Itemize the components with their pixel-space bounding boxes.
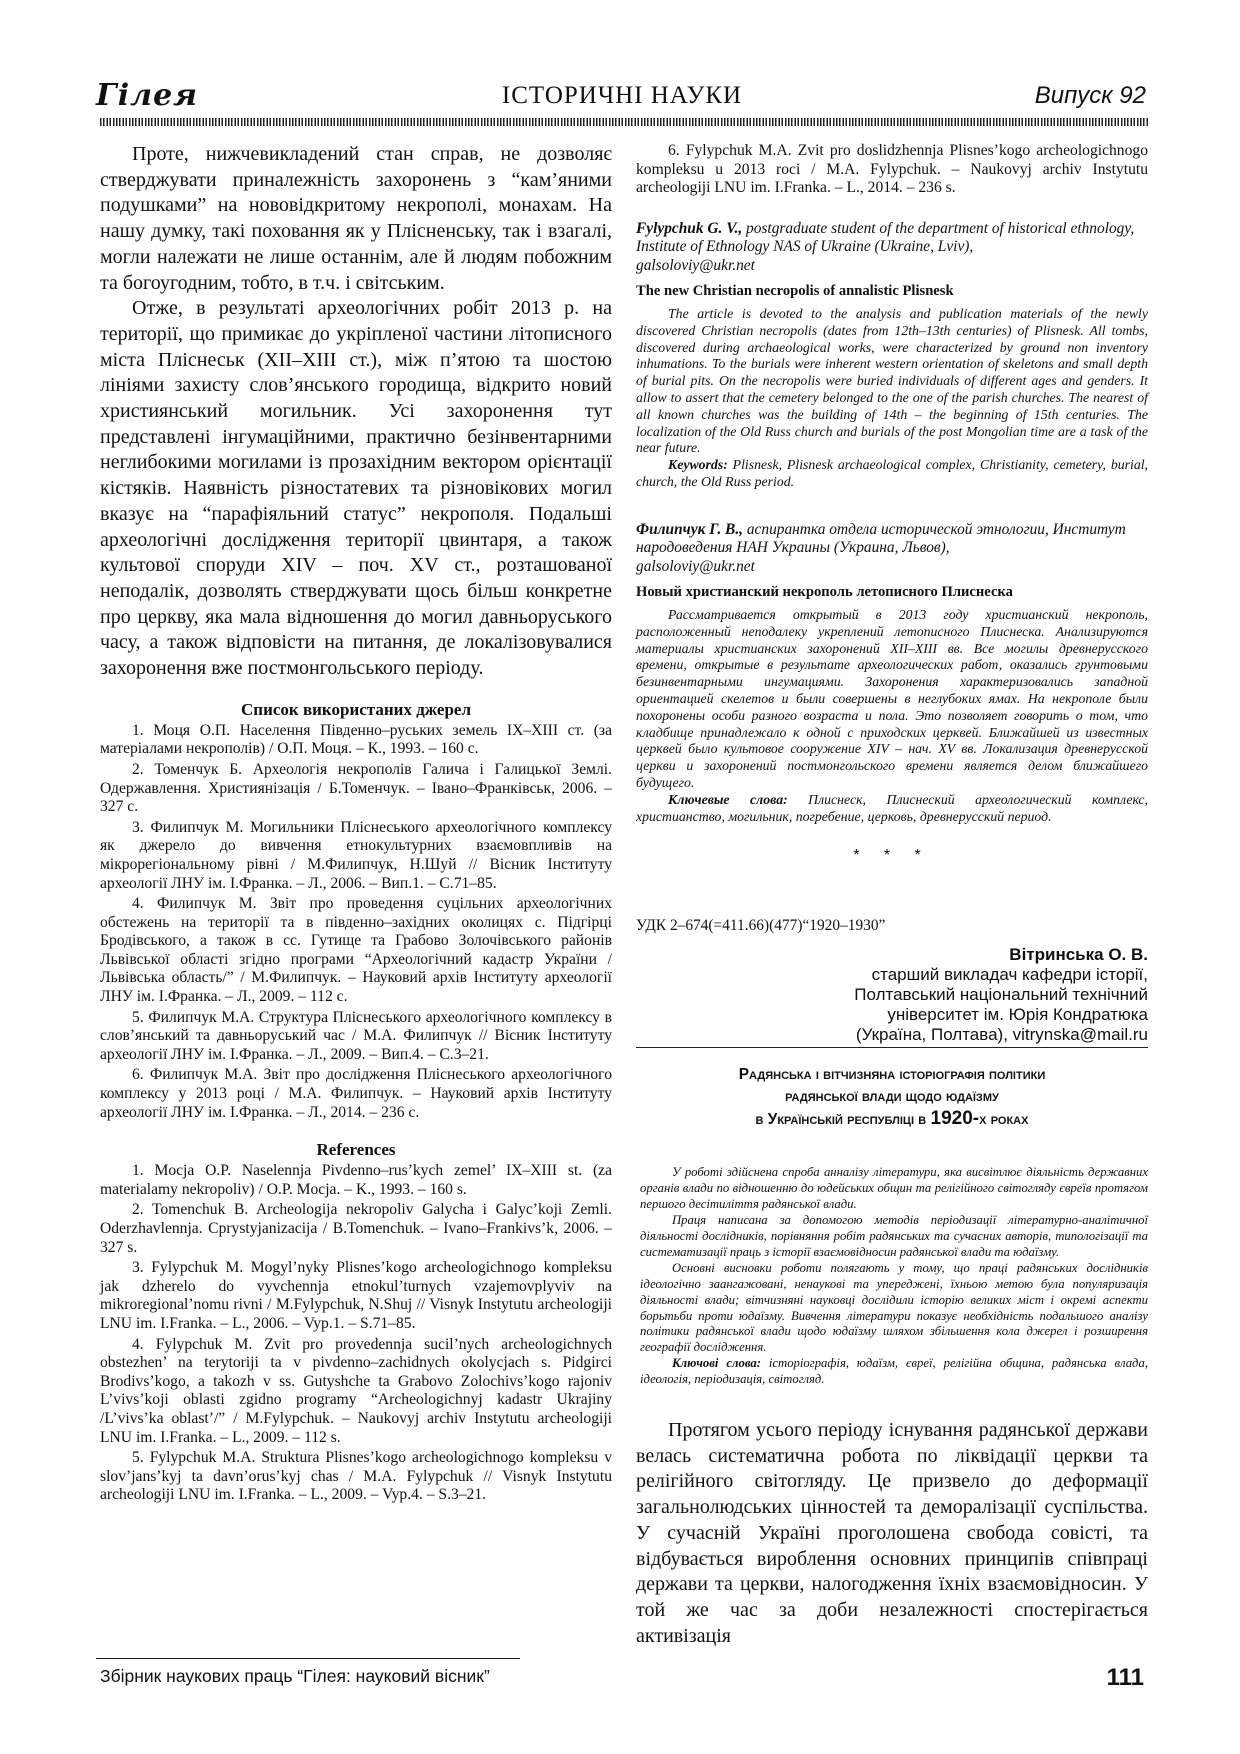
reference-item: 5. Fylypchuk M.A. Struktura Plisnes’kogo archeologichnogo kompleksu v slov’jans’kyj ta davn’orus’kyj chas / M.A. Fylypchuk // Visnyk Instytutu archeologiji LNU im. I.Franka. – L., 2009. – Vyp.4. – S.3–21. xyxy=(100,1449,612,1504)
running-header xyxy=(96,78,1148,118)
author-divider xyxy=(636,1047,1148,1048)
article-author-block xyxy=(636,945,1148,1045)
en-abstract: The article is devoted to the analysis and publication materials of the newly discovered Christian necropolis (dates from 12th–13th centuries) of Plisnesk. All tombs, discovered during archaeological works, were characterized by ground non inventory inhumations. To the burials were inherent western orientation of skeletons and small depth of burial pits. On the necropolis were buried individuals of different ages and genders. It allow to assert that the cemetery belonged to the one of the parish churches. The nearest of all known churches was the building of 14th – the beginning of 15th centuries. The localization of the Old Russ church and burials of the post Mongolian time are a task of the near future. xyxy=(636,306,1148,456)
body-paragraph: Проте, нижчевикладений стан справ, не дозволяє стверджувати приналежність захоронень з “кам’яними подушками” на нововідкритому некрополі, монахам. На нашу думку, такі поховання як у Плісненську, так і взагалі, могли належати не лише останнім, але й людям побожним та богоугодним, тобто, в т.ч. і світським. xyxy=(100,143,612,294)
reference-item: 2. Tomenchuk B. Archeologija nekropoliv Galycha i Galyc’koji Zemli. Oderzhavlennja. Cprystyjanizacija / B.Tomenchuk. – Ivano–Frankivs’k, 2006. – 327 s. xyxy=(100,1201,612,1256)
article-author-contact: (Україна, Полтава), vitrynska@mail.ru xyxy=(855,1025,1148,1045)
en-author-email[interactable]: galsoloviy@ukr.net xyxy=(636,256,755,274)
reference-item: 3. Fylypchuk M. Mogyl’nyky Plisnes’kogo archeologichnogo kompleksu jak dzherelo do vyvchennja etnokul’turnych vzajemovplyviv na mikroregional’nomu rivni / M.Fylypchuk, N.Shuj // Visnyk Instytutu archeologiji LNU im. I.Franka. – L., 2006. – Vyp.1. – S.71–85. xyxy=(100,1259,612,1332)
ua-abstract-paragraph: Основні висновки роботи полягають у тому, що праці радянських дослідників ідеологічно заангажовані, ненаукові та упереджені, їхньою метою була популяризація діяльності влади; вітчизняні науковці дослідили історію великих міст і окремі аспекти борьтьби проти юдаїзму. Вивчення літератури показує необхідність подальшого аналізу політики радянської влади щодо юдаїзму шляхом збільшення кола джерел і розширення географії дослідження. xyxy=(640,1260,1148,1355)
article-author-name: Вітринська О. В. xyxy=(1009,945,1148,965)
section-separator: * * * xyxy=(853,847,931,865)
en-keywords: Keywords: Plisnesk, Plisnesk archaeological complex, Christianity, cemetery, burial, church, the Old Russ period. xyxy=(636,457,1148,489)
source-item: 1. Моця О.П. Населення Південно–руських земель IX–XIII ст. (за матеріалами некрополів) / О.П. Моця. – К., 1993. – 160 с. xyxy=(100,721,612,758)
ru-author-block xyxy=(636,521,1148,576)
page-number: 111 xyxy=(1106,1664,1144,1691)
body-paragraph: Отже, в результаті археологічних робіт 2013 р. на території, що примикає до укріпленої частини літописного міста Пліснеськ (XII–XIII ст.), між п’ятою та шостою лініями захисту слов’янського городища, відкрито новий християнський могильник. Усі захоронення тут представлені інгумаційними, практично безінвентарними неглибокими могилами із прозахідним вектором орієнтації кістяків. Наявність різностатевих та різновікових могил вказує на “парафіяльний статус” некрополя. Подальші археологічні дослідження території цвинтаря, а також культової споруди XIV – поч. XV ст., розташованої неподалік, дозволять стверджувати щось більш конкретне про церкву, яка мала відношення до могил давньоруського часу, а також відповісти на питання, де локалізовувалися захоронення вже постмонгольського періоду. xyxy=(100,297,612,680)
en-abstract-title: The new Christian necropolis of annalistic Plisnesk xyxy=(636,283,954,299)
right-column xyxy=(636,142,1148,1649)
left-column xyxy=(100,142,612,1507)
ru-abstract: Рассматривается открытый в 2013 году христианский некрополь, расположенный неподалеку укреплений летописного Плиснеска. Анализируются материалы христианских захоронений XII–XIII вв. Все могилы древнерусского времени, открытые в результате археологических работ, оказались грунтовыми безинвентарными ингумациями. Захоронения характеризовались западной ориентацией скелетов и были совершены в неглубоких ямах. На некрополе были похоронены особи разного возраста и пола. Это позволяет говорить о том, что кладбище принадлежало к одной с приходских церквей. Ближайшей из известных церквей было культовое сооружение XIV – нач. XV вв. Локализация древнерусской церкви и захоронений постмонгольского времени является делом ближайшего будущего. xyxy=(636,606,1148,790)
article-author-institution: Полтавський національний технічний xyxy=(854,985,1148,1005)
ru-keywords: Ключевые слова: Плиснеск, Плиснеский археологический комплекс, христианство, могильник, погребение, церковь, древнерусский период. xyxy=(636,791,1148,824)
reference-item: 1. Mocja O.P. Naselennja Pivdenno–rus’kych zemel’ IX–XIII st. (za materialamy nekropoliv) / O.P. Mocja. – K., 1993. – 160 s. xyxy=(100,1162,612,1198)
reference-item: 4. Fylypchuk M. Zvit pro provedennja sucil’nych archeologichnych obstezhen’ na terytoriji ta v pivdenno–zachidnych okolycjach s. Pidgirci Brodivs’kogo, a takozh v ss. Gutyshche ta Grabovo Zolochivs’kogo rajoniv L’vivs’koji oblasti zgidno programy “Archeologichnyj kadastr Ukrajiny /L’vivs’ka oblast’/” / M.Fylypchuk. – Naukovyj archiv Instytutu archeologiji LNU im. I.Franka. – L., 2009. – 112 s. xyxy=(100,1335,612,1446)
en-author-affiliation: postgraduate student of the department of historical ethnology, Institute of Ethnology NAS of Ukraine (Ukraine, Lviv), xyxy=(636,219,1135,256)
issue-number: Випуск 92 xyxy=(1034,82,1146,109)
ua-abstract-paragraph: У роботі здійснена спроба анналізу літератури, яка висвітлює діяльність державних органів влади по відношенню до юдейських общин та релігійного світогляду євреїв протягом першого десітиліття радянської влади. xyxy=(640,1165,1148,1212)
journal-name: Гілея xyxy=(96,78,199,113)
ua-abstract xyxy=(636,1165,1148,1388)
source-item: 4. Филипчук М. Звіт про проведення суцільних археологічних обстежень на території та в південно–західних околицях с. Підгірці Бродівського, а також в сс. Гутище та Грабово Золочівського районів Львівської області згідно програми “Археологічний кадастр України /Львівська область/” / М.Филипчук. – Науковий архів Інституту археології ЛНУ ім. І.Франка. – Л., 2009. – 112 с. xyxy=(100,895,612,1006)
source-item: 2. Томенчук Б. Археологія некрополів Галича і Галицької Землі. Одержавлення. Християнізація / Б.Томенчук. – Івано–Франківськ, 2006. – 327 с. xyxy=(100,760,612,816)
ru-author-affiliation: аспирантка отдела исторической этнологии, Институт народоведения НАН Украины (Украина, Львов), xyxy=(636,520,1126,557)
ru-keywords-label: Ключевые слова: xyxy=(668,791,788,807)
article-title: Радянська і вітчизняна історіографія політики радянської влади щодо юдаїзму в Українській республіці в 1920-х роках xyxy=(738,1066,1046,1130)
article-author-position: старший викладач кафедри історії, xyxy=(871,965,1148,985)
references-heading: References xyxy=(316,1140,396,1160)
source-item: 3. Филипчук М. Могильники Пліснеського археологічного комплексу як джерело до вивчення етнокультурних взаємовпливів на мікрорегіональному рівні / М.Филипчук, Н.Шуй // Вісник Інституту археології ЛНУ ім. І.Франка. – Л., 2006. – Вип.1. – С.71–85. xyxy=(100,818,612,892)
ru-author-email[interactable]: galsoloviy@ukr.net xyxy=(636,557,755,575)
sources-heading: Список використаних джерел xyxy=(241,699,471,719)
ru-author-name: Филипчук Г. В., xyxy=(636,520,744,538)
ua-keywords-label: Ключові слова: xyxy=(672,1356,761,1371)
en-keywords-label: Keywords: xyxy=(668,457,728,473)
ua-abstract-paragraph: Праця написана за допомогою методів періодизації літературно-аналітичної діяльності дослідників, порівняння робіт радянських та сучасних авторів, типологізації та систематизації праць з історії взаємовідносин радянської влади та юдаїзму. xyxy=(640,1213,1148,1259)
header-hatched-rule xyxy=(100,118,1148,126)
ua-keywords: Ключові слова: історіографія, юдаїзм, євреї, релігійна община, радянська влада, ідеологія, періодизація, світогляд. xyxy=(640,1356,1148,1387)
reference-item: 6. Fylypchuk M.A. Zvit pro doslidzhennja Plisnes’kogo archeologichnogo kompleksu u 2013 roci / M.A. Fylypchuk. – Naukovyj archiv Instytutu archeologiji LNU im. I.Franka. – L., 2014. – 236 s. xyxy=(636,142,1148,197)
source-item: 5. Филипчук М.А. Структура Пліснеського археологічного комплексу в слов’янський та давньоруський час / М.А. Филипчук // Вісник Інституту археології ЛНУ ім. І.Франка. – Л., 2009. – Вип.4. – С.3–21. xyxy=(100,1008,612,1063)
en-author-block xyxy=(636,220,1148,275)
body-paragraph: Протягом усього періоду існування радянської держави велась систематична робота по ліквідації церкви та релігійного світогляду. Це призвело до деформації загальнолюдських цінностей та деморалізації суспільства. У сучасній Україні проголошена свобода совісті, та відбувається вироблення основних принципів співпраці держави та церкви, налогодження їхніх взаємовідносин. У той же час за доби незалежності спостерігається активізація xyxy=(636,1419,1148,1647)
ru-abstract-title: Новый христианский некрополь летописного Плиснеска xyxy=(636,583,1013,600)
article-author-institution: університет ім. Юрія Кондратюка xyxy=(887,1005,1148,1025)
source-item: 6. Филипчук М.А. Звіт про дослідження Пліснеського археологічного комплексу у 2013 році / М.А. Филипчук. – Науковий архів Інституту археології ЛНУ ім. І.Франка. – Л., 2014. – 236 с. xyxy=(100,1066,612,1121)
footer-divider xyxy=(96,1658,520,1659)
udk-code: УДК 2–674(=411.66)(477)“1920–1930” xyxy=(636,917,886,935)
footer-collection: Збірник наукових праць “Гілея: науковий вісник” xyxy=(100,1666,490,1686)
section-title: ІСТОРИЧНІ НАУКИ xyxy=(501,82,743,109)
en-author-name: Fylypchuk G. V., xyxy=(636,219,743,237)
